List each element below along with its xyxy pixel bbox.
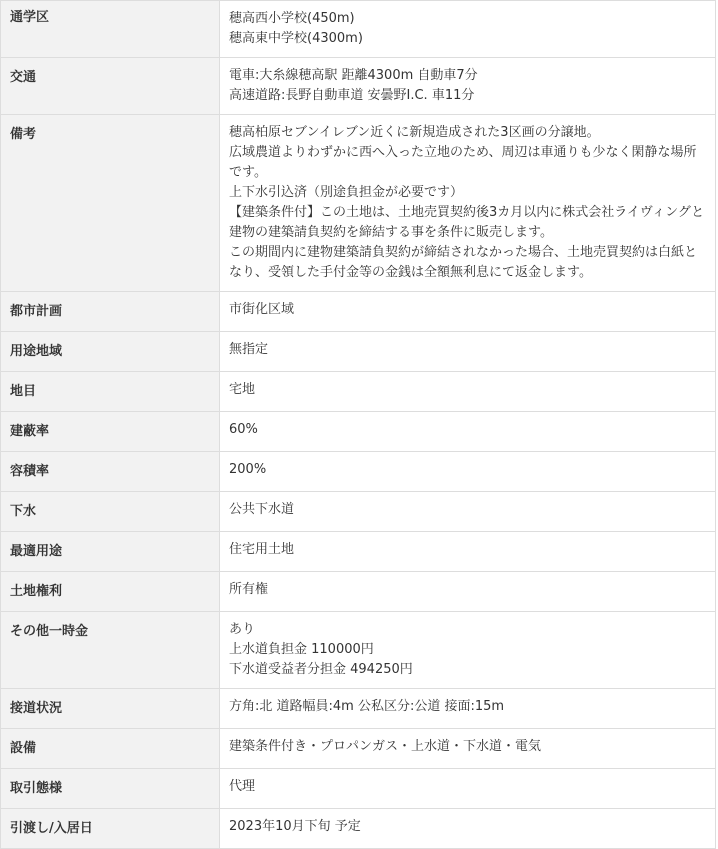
table-row	[1, 769, 716, 809]
value-line: 電車:大糸線穂高駅 距離4300m 自動車7分	[229, 68, 478, 83]
row-label-land-rights: 土地権利	[1, 572, 220, 612]
row-value-land-rights	[220, 572, 716, 612]
row-label-floor-area-ratio: 容積率	[1, 452, 220, 492]
table-row	[1, 332, 716, 372]
row-label-transport: 交通	[1, 58, 220, 115]
table-row	[1, 809, 716, 849]
row-label-handover-date: 引渡し/入居日	[1, 809, 220, 849]
table-row	[1, 115, 716, 292]
row-label-building-coverage: 建蔽率	[1, 412, 220, 452]
table-row	[1, 729, 716, 769]
table-row	[1, 58, 716, 115]
row-value-building-coverage	[220, 412, 716, 452]
value-line: 宅地	[229, 382, 256, 397]
row-value-remarks	[220, 115, 716, 292]
row-label-remarks: 備考	[1, 115, 220, 292]
table-row	[1, 1, 716, 58]
value-line: あり	[229, 622, 256, 637]
value-line: 上下水引込済（別途負担金が必要です）	[229, 185, 464, 200]
table-row	[1, 532, 716, 572]
value-line: 下水道受益者分担金 494250円	[229, 662, 413, 677]
value-line: 高速道路:長野自動車道 安曇野I.C. 車11分	[229, 88, 475, 103]
row-label-land-category: 地目	[1, 372, 220, 412]
row-label-school-district: 通学区	[1, 1, 220, 58]
value-line: 無指定	[229, 342, 269, 357]
row-value-optimal-use	[220, 532, 716, 572]
value-line: 上水道負担金 110000円	[229, 642, 374, 657]
value-line: 市街化区域	[229, 302, 295, 317]
value-line: 穂高東中学校(4300m)	[229, 31, 363, 46]
row-label-optimal-use: 最適用途	[1, 532, 220, 572]
value-line: 2023年10月下旬 予定	[229, 819, 361, 834]
table-row	[1, 292, 716, 332]
value-line: 方角:北 道路幅員:4m 公私区分:公道 接面:15m	[229, 699, 505, 714]
row-value-land-category	[220, 372, 716, 412]
value-line: 住宅用土地	[229, 542, 295, 557]
row-label-other-lump-sum: その他一時金	[1, 612, 220, 689]
value-line: 建築条件付き・プロパンガス・上水道・下水道・電気	[229, 739, 542, 754]
table-row	[1, 572, 716, 612]
row-label-transaction-type: 取引態様	[1, 769, 220, 809]
row-value-handover-date	[220, 809, 716, 849]
row-label-city-planning: 都市計画	[1, 292, 220, 332]
value-line: 【建築条件付】この土地は、土地売買契約後3カ月以内に株式会社ライヴィングと建物の建築請負契約を締結する事を条件に販売します。	[229, 205, 705, 240]
table-row	[1, 372, 716, 412]
value-line: 広域農道よりわずかに西へ入った立地のため、周辺は車通りも少なく閑静な場所です。	[229, 145, 697, 180]
value-line: 代理	[229, 779, 256, 794]
row-label-road-access: 接道状況	[1, 689, 220, 729]
row-value-sewage	[220, 492, 716, 532]
table-row	[1, 452, 716, 492]
value-line: この期間内に建物建築請負契約が締結されなかった場合、土地売買契約は白紙となり、受領した手付金等の金銭は全額無利息にて返金します。	[229, 245, 698, 280]
row-value-school-district	[220, 1, 716, 58]
table-row	[1, 689, 716, 729]
row-value-transaction-type	[220, 769, 716, 809]
row-value-other-lump-sum	[220, 612, 716, 689]
value-line: 200%	[229, 462, 267, 477]
row-label-facilities: 設備	[1, 729, 220, 769]
table-row	[1, 612, 716, 689]
value-line: 公共下水道	[229, 502, 295, 517]
row-value-floor-area-ratio	[220, 452, 716, 492]
row-value-facilities	[220, 729, 716, 769]
value-line: 穂高柏原セブンイレブン近くに新規造成された3区画の分譲地。	[229, 125, 600, 140]
value-line: 穂高西小学校(450m)	[229, 11, 355, 26]
row-value-city-planning	[220, 292, 716, 332]
table-row	[1, 412, 716, 452]
value-line: 60%	[229, 422, 258, 437]
row-value-road-access	[220, 689, 716, 729]
row-label-sewage: 下水	[1, 492, 220, 532]
table-row	[1, 492, 716, 532]
row-label-zoning: 用途地域	[1, 332, 220, 372]
value-line: 所有権	[229, 582, 269, 597]
row-value-zoning	[220, 332, 716, 372]
row-value-transport	[220, 58, 716, 115]
